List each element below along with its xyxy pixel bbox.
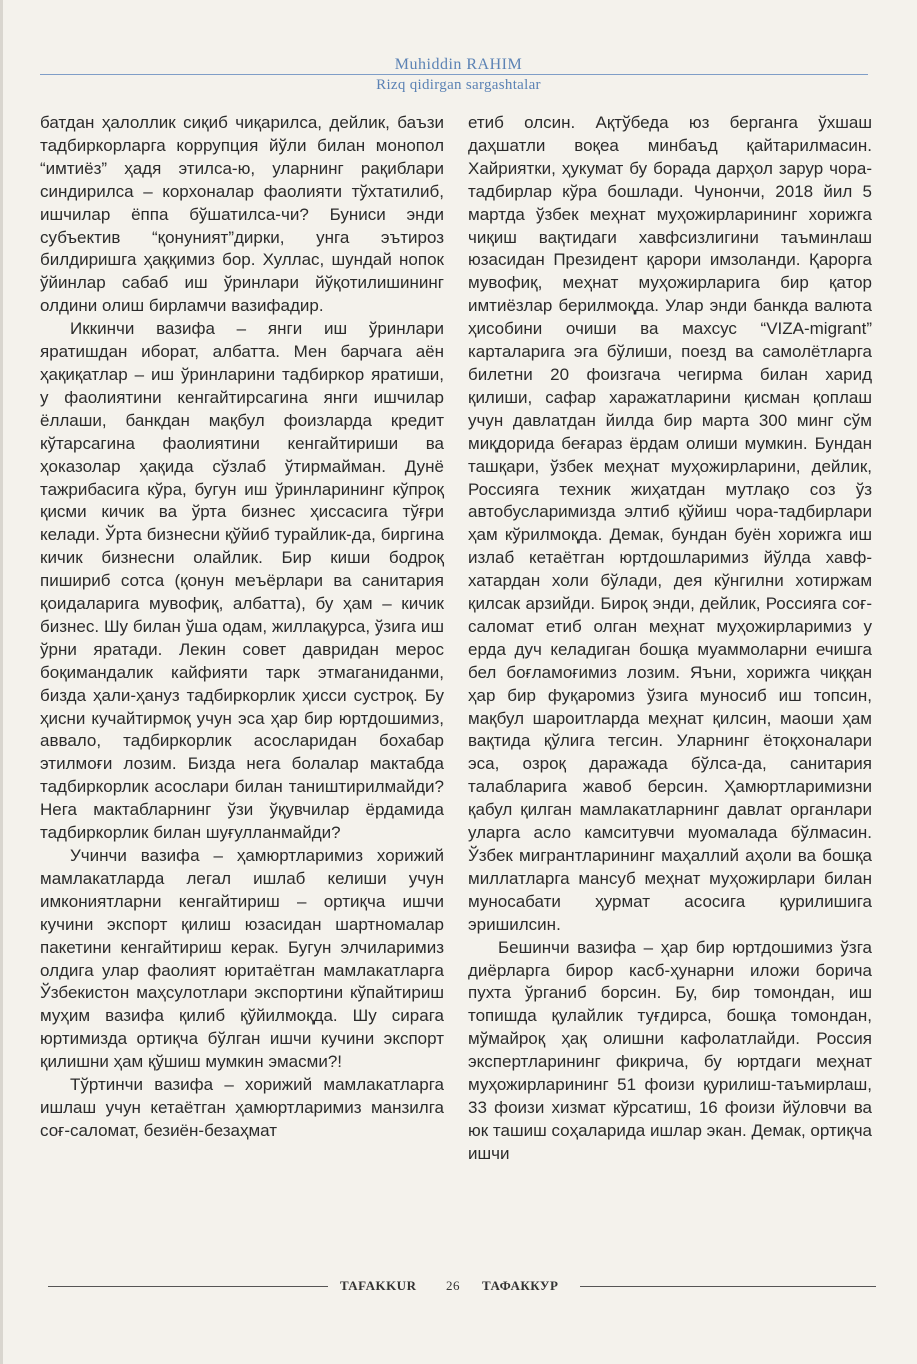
page-footer	[0, 1276, 917, 1300]
running-head-author: Muhiddin RAHIM	[394, 56, 523, 73]
paragraph: етиб олсин. Ақтўбеда юз берганга ўхшаш даҳшатли воқеа минбаъд қайтарилмасин. Хайриятки, ҳукумат бу борада дарҳол зарур чора-тадбирлар кўра бошлади. Чунончи, 2018 йил 5 мартда ўзбек меҳнат муҳожирларининг хорижга чиқиш вақтидаги хавфсизлигини таъминлаш юзасидан Президент қарори имзоланди. Қарорга мувофиқ, меҳнат муҳожирларига бир қатор имтиёзлар берилмоқда. Улар энди банкда валюта ҳисобини очиши ва махсус “VIZA-migrant” карталарига эга бўлиши, поезд ва самолётларга билетни 20 фоизгача чегирма билан харид қилиши, сафар харажатларини қисман қоплаш учун давлатдан йилда бир марта 300 минг сўм миқдорида беғараз ёрдам олиши мумкин. Бундан ташқари, ўзбек меҳнат муҳожирларини, дейлик, Россияга техник жиҳатдан мутлақо соз ўз автобусларимизда элтиб қўйиш чора-тадбирлари ҳам кўрилмоқда. Демак, бундан буён хорижга иш излаб кетаётган юртдошларимиз йўлда хавф-хатардан холи бўлади, дея кўнгилни хотиржам қилсак арзийди. Бироқ энди, дейлик, Россияга соғ-саломат етиб олган меҳнат муҳожирларимиз у ерда дуч келадиган бошқа муаммоларни ечишга бел боғламоғимиз лозим. Яъни, хорижга чиққан ҳар бир фуқаромиз ўзига муносиб иш топсин, мақбул шароитларда меҳнат қилсин, маоши ҳам вақтида қўлига тегсин. Уларнинг ётоқхоналари эса, озроқ даражада бўлса-да, санитария талабларига жавоб берсин. Ҳамюртларимизни қабул қилган мамлакатларнинг давлат органлари уларга асло камситувчи муомалада бўлмасин. Ўзбек мигрантларининг маҳаллий аҳоли ва бошқа миллатларга мансуб меҳнат муҳожирлари билан муносабати ҳурмат асосига қурилишига эришилсин.	[468, 113, 872, 934]
running-head-title: Rizq qidirgan sargashtalar	[376, 77, 541, 93]
footer-rule-left	[48, 1286, 328, 1287]
page-edge	[0, 0, 3, 1364]
footer-rule-right	[580, 1286, 876, 1287]
paragraph: Тўртинчи вазифа – хорижий мамлакатларга ишлаш учун кетаётган ҳамюртларимиз манзилга соғ-саломат, безиён-безаҳмат	[40, 1075, 444, 1140]
page-number: 26	[446, 1278, 460, 1293]
page-header	[0, 0, 917, 100]
footer-magazine-latin: TAFAKKUR	[340, 1278, 417, 1293]
left-column	[40, 112, 444, 1143]
paragraph: Иккинчи вазифа – янги иш ўринлари яратишдан иборат, албатта. Мен барчага аён ҳақиқатлар – иш ўринларини тадбиркор яратиши, у фаолиятини кенгайтирсагина янги ишчилар ёллаши, банкдан мақбул фоизларда кредит кўтарсагина фаолиятини кенгайтириши ва ҳоказолар ҳақида сўзлаб ўтирмайман. Дунё тажрибасига кўра, бугун иш ўринларининг кўпроқ қисми кичик ва ўрта бизнес ҳиссасига тўғри келади. Ўрта бизнесни қўйиб турайлик-да, биргина кичик бизнесни олайлик. Бир киши бодроқ пишириб сотса (қонун меъёрлари ва санитария қоидаларига мувофиқ, албатта), бу ҳам – кичик бизнес. Шу билан ўша одам, жиллақурса, ўзига иш ўрни яратади. Лекин совет давридан мерос боқимандалик кайфияти тарк этмаганиданми, бизда ҳали-ҳануз тадбиркорлик ҳисси сустроқ. Бу ҳисни кучайтирмоқ учун эса ҳар бир юртдошимиз, аввало, тадбиркорлик асосларидан бохабар этилмоғи лозим. Бизда нега болалар мактабда тадбиркорлик асослари билан таништирилмайди? Нега мактабларнинг ўзи ўқувчилар ёрдамида тадбиркорлик билан шуғулланмайди?	[40, 319, 444, 843]
paragraph: Бешинчи вазифа – ҳар бир юртдошимиз ўзга диёрларга бирор касб-ҳунарни иложи борича пухта ўрганиб борсин. Бу, бир томондан, иш топишда қулайлик туғдирса, бошқа томондан, мўмайроқ ҳақ олишни кафолатлайди. Россия экспертларининг фикрича, бу юртдаги меҳнат муҳожирларининг 51 фоизи қурилиш-таъмирлаш, 33 фоизи хизмат кўрсатиш, 16 фоизи йўловчи ва юк ташиш соҳаларида ишлар экан. Демак, ортиқча ишчи	[468, 937, 872, 1163]
right-column	[468, 112, 872, 1166]
paragraph: Учинчи вазифа – ҳамюртларимиз хорижий мамлакатларда легал ишлаб келиши учун имкониятларни кенгайтириш – ортиқча ишчи кучини экспорт қилиш юзасидан шартномалар пакетини кенгайтириш керак. Бугун элчиларимиз олдига улар фаолият юритаётган мамлакатларга Ўзбекистон маҳсулотлари экспортини кўпайтириш муҳим вазифа қилиб қўйилмоқда. Шу сирага юртимизда ортиқча бўлган ишчи кучини экспорт қилишни ҳам қўшиш мумкин эмасми?!	[40, 846, 444, 1072]
header-rule	[40, 74, 868, 75]
footer-magazine-cyrillic: ТАФАККУР	[482, 1278, 559, 1293]
paragraph: батдан ҳалоллик сиқиб чиқарилса, дейлик, баъзи тадбиркорларга коррупция йўли билан монопол “имтиёз” ҳадя этилса-ю, уларнинг рақиблари синдирилса – корхоналар фаолияти тўхтатилиб, ишчилар ёппа бўшатилса-чи? Буниси энди субъектив “қонуният”дирки, унга эътироз билдиришга ҳаққимиз бор. Хуллас, шундай нопок ўйинлар сабаб иш ўринлари йўқотилишининг олдини олиш бирламчи вазифадир.	[40, 113, 444, 316]
